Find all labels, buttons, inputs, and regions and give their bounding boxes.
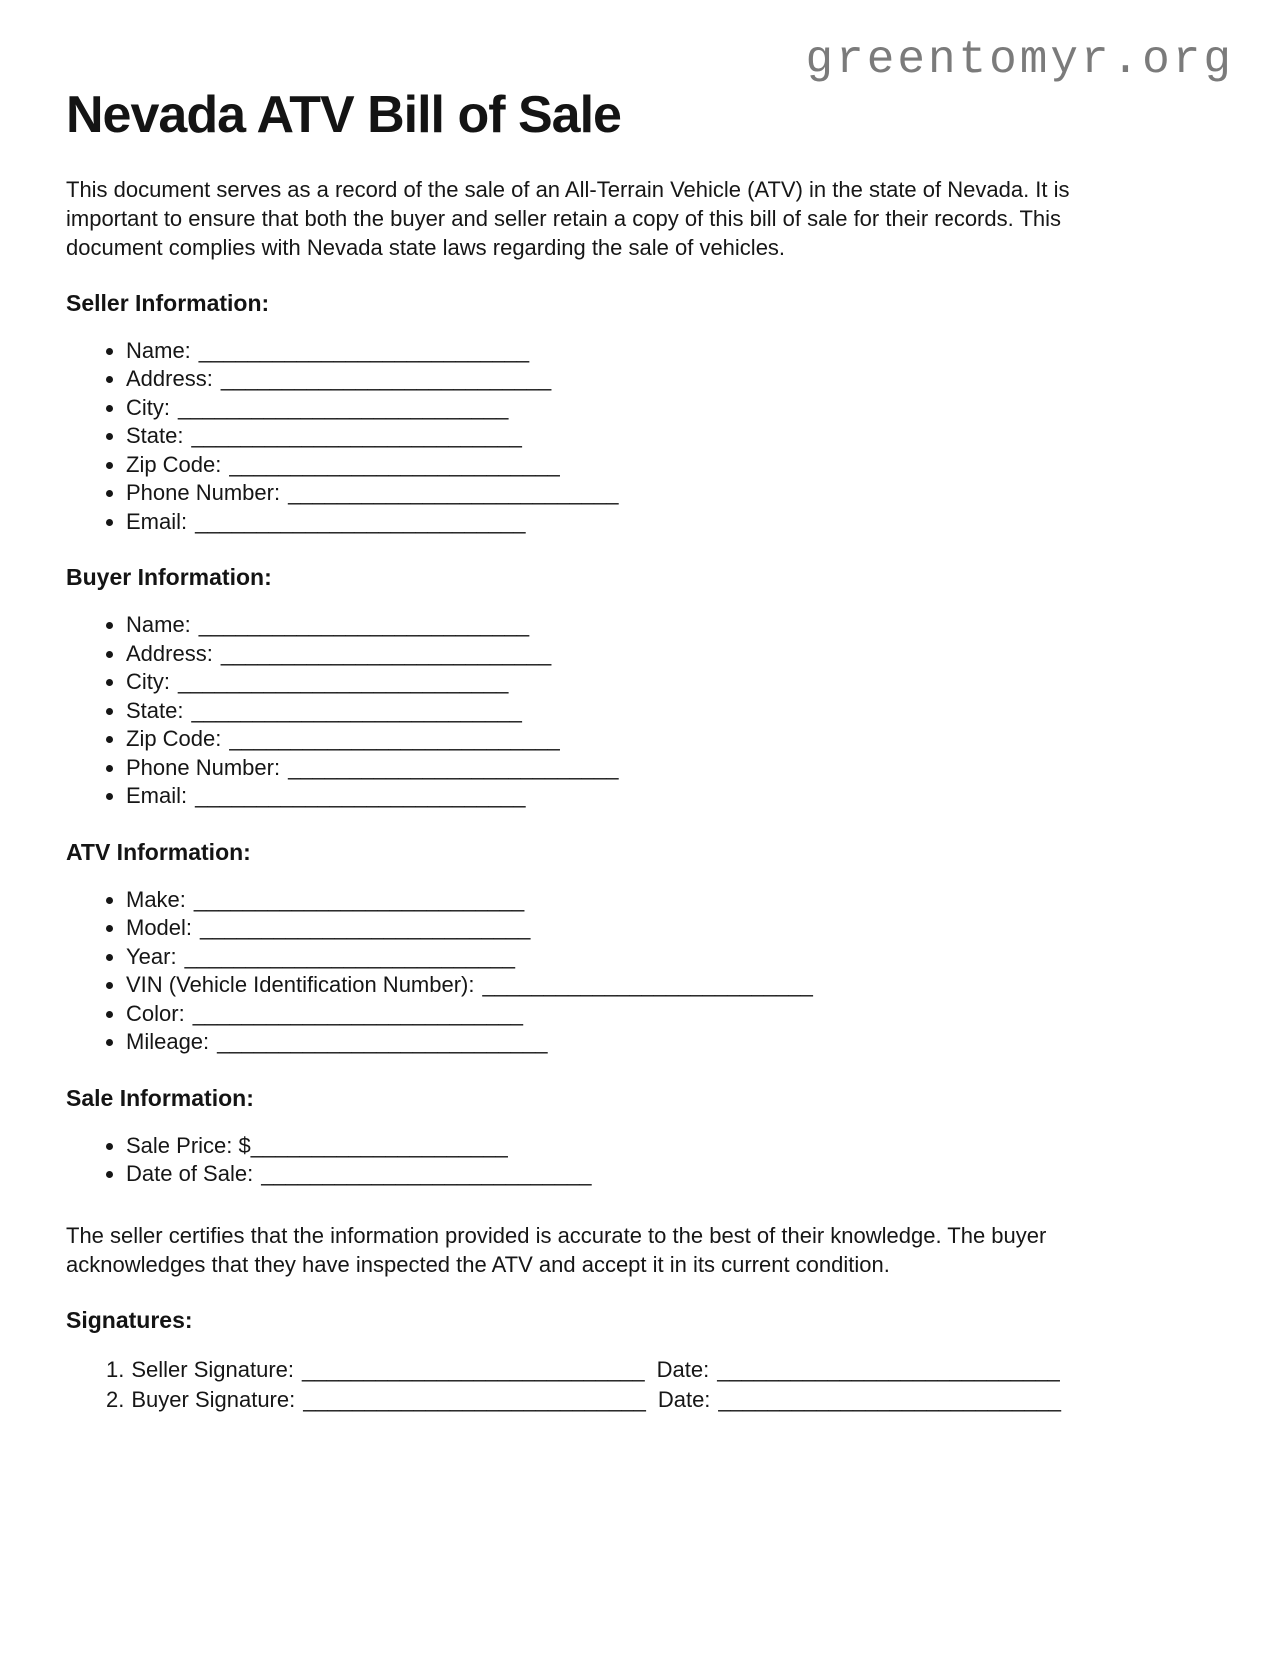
field-seller-state (126, 422, 1216, 451)
field-buyer-address (126, 640, 1216, 669)
field-atv-mileage (126, 1028, 1216, 1057)
field-seller-address (126, 365, 1216, 394)
field-atv-color (126, 1000, 1216, 1029)
date-label: Date: (656, 1356, 710, 1382)
field-seller-phone (126, 479, 1216, 508)
field-label: Email: (126, 508, 188, 534)
field-label: Address: (126, 366, 213, 392)
atv-information-heading: ATV Information: (66, 838, 251, 865)
field-label: Model: (126, 915, 193, 941)
date-blank: ____________________________ (718, 1386, 1062, 1412)
field-seller-name (126, 337, 1216, 366)
field-atv-vin (126, 971, 1216, 1000)
sale-information-list (66, 1132, 1216, 1189)
field-buyer-zip (126, 725, 1216, 754)
field-blank: ___________________________ (220, 366, 552, 392)
field-blank: ___________________________ (288, 480, 619, 506)
field-blank: ___________________________ (195, 508, 526, 534)
field-seller-city (126, 394, 1216, 423)
field-blank: ___________________________ (198, 337, 530, 363)
field-buyer-state (126, 697, 1216, 726)
signature-label: Buyer Signature: (131, 1386, 296, 1412)
seller-information-list (66, 337, 1216, 537)
field-seller-email (126, 508, 1216, 537)
seller-information-heading: Seller Information: (66, 289, 270, 316)
signature-blank: ____________________________ (303, 1386, 646, 1412)
buyer-information-list (66, 611, 1216, 811)
field-buyer-name (126, 611, 1216, 640)
atv-information-list (66, 886, 1216, 1057)
watermark: greentomyr.org (805, 34, 1234, 86)
field-blank: ___________________________ (482, 972, 813, 998)
buyer-information-heading: Buyer Information: (66, 564, 272, 591)
field-label: City: (126, 394, 170, 420)
field-atv-model (126, 914, 1216, 943)
field-blank: ___________________________ (200, 915, 531, 941)
field-label: Year: (126, 943, 177, 969)
field-label: Address: (126, 640, 213, 666)
field-blank: ___________________________ (229, 726, 560, 752)
field-label: Sale Price: $ (126, 1132, 251, 1158)
field-blank: ___________________________ (192, 1000, 524, 1026)
field-label: Zip Code: (126, 451, 222, 477)
field-label: Color: (126, 1000, 185, 1026)
field-buyer-phone (126, 754, 1216, 783)
field-blank: ___________________________ (178, 669, 509, 695)
field-blank: ___________________________ (191, 423, 522, 449)
seller-signature-row (106, 1355, 1216, 1385)
field-blank: ___________________________ (198, 612, 530, 638)
field-blank: ___________________________ (288, 754, 619, 780)
row-number: 1. (106, 1356, 125, 1382)
field-blank: ___________________________ (191, 697, 522, 723)
field-label: Name: (126, 337, 191, 363)
field-label: State: (126, 423, 184, 449)
date-blank: ____________________________ (717, 1356, 1060, 1382)
field-blank: ___________________________ (178, 394, 509, 420)
field-label: Mileage: (126, 1029, 210, 1055)
field-blank: ___________________________ (184, 943, 515, 969)
signatures-list (106, 1355, 1216, 1415)
page-title: Nevada ATV Bill of Sale (66, 86, 621, 144)
field-seller-zip (126, 451, 1216, 480)
field-label: Name: (126, 612, 191, 638)
field-buyer-city (126, 668, 1216, 697)
field-atv-year (126, 943, 1216, 972)
date-label: Date: (657, 1386, 711, 1412)
field-sale-price (126, 1132, 1216, 1161)
intro-paragraph: This document serves as a record of the sale of an All-Terrain Vehicle (ATV) in the state of Nevada. It is important to ensure that both the buyer and seller retain a copy of this bill of sale for their records. This document complies with Nevada state laws regarding the sale of vehicles. (66, 176, 1070, 260)
field-blank: ___________________________ (195, 783, 526, 809)
field-atv-make (126, 886, 1216, 915)
signature-blank: ____________________________ (302, 1356, 645, 1382)
field-label: Make: (126, 886, 186, 912)
field-label: Date of Sale: (126, 1161, 254, 1187)
row-number: 2. (106, 1386, 125, 1412)
signatures-heading: Signatures: (66, 1306, 193, 1333)
field-label: Zip Code: (126, 726, 222, 752)
buyer-signature-row (106, 1385, 1216, 1415)
field-blank: ___________________________ (217, 1029, 548, 1055)
field-label: City: (126, 669, 170, 695)
field-blank: ___________________________ (220, 640, 552, 666)
field-buyer-email (126, 782, 1216, 811)
field-label: State: (126, 697, 184, 723)
field-label: Phone Number: (126, 480, 281, 506)
sale-information-heading: Sale Information: (66, 1084, 254, 1111)
field-blank: ___________________________ (229, 451, 560, 477)
field-label: VIN (Vehicle Identification Number): (126, 972, 475, 998)
field-label: Email: (126, 783, 188, 809)
field-label: Phone Number: (126, 754, 281, 780)
field-blank: ___________________________ (193, 886, 525, 912)
certification-paragraph: The seller certifies that the information provided is accurate to the best of their knowledge. The buyer acknowledges that they have inspected the ATV and accept it in its current condition. (66, 1222, 1047, 1277)
field-sale-date (126, 1160, 1216, 1189)
field-blank: _____________________ (250, 1132, 508, 1158)
signature-label: Seller Signature: (131, 1356, 295, 1382)
field-blank: ___________________________ (261, 1161, 592, 1187)
